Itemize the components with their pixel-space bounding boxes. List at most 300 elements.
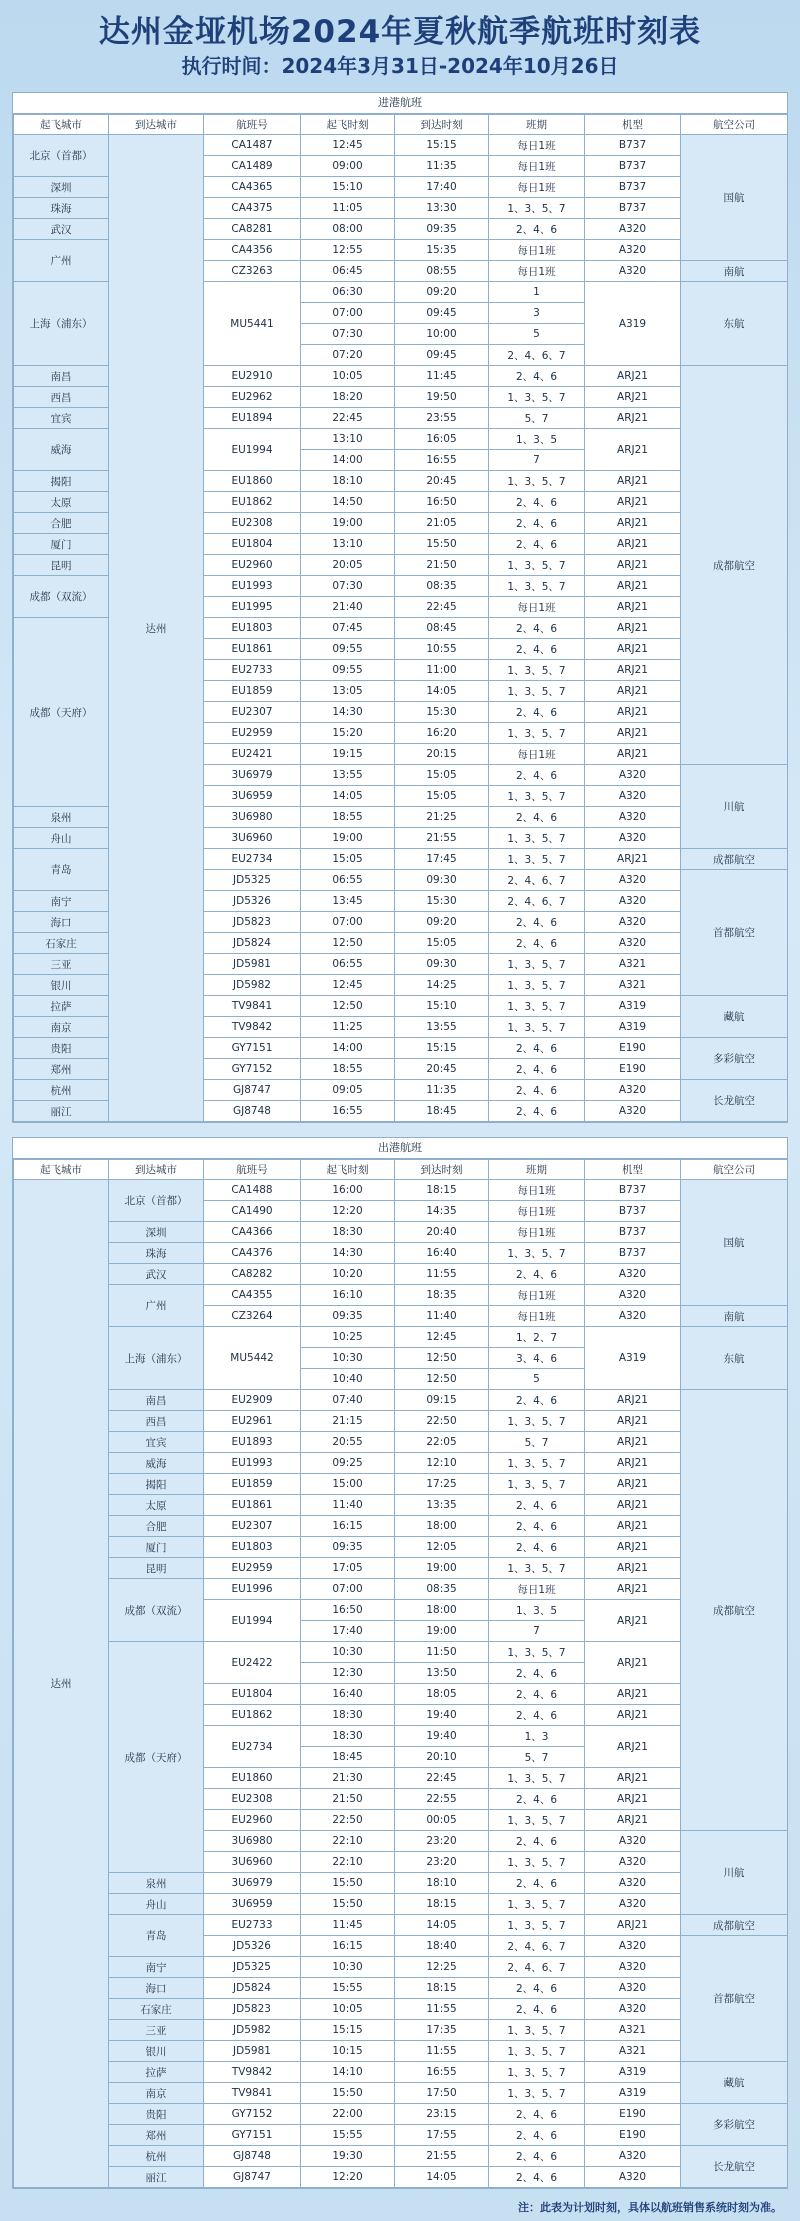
cell-days: 1、3、5、7 <box>489 471 585 492</box>
cell-arr: 15:05 <box>395 933 489 954</box>
cell-days: 每日1班 <box>489 177 585 198</box>
cell-to: 宜宾 <box>109 1432 204 1453</box>
cell-to: 北京（首都） <box>109 1180 204 1222</box>
cell-arr: 16:50 <box>395 492 489 513</box>
cell-dep: 08:00 <box>301 219 395 240</box>
cell-days: 每日1班 <box>489 1201 585 1222</box>
cell-dep: 20:05 <box>301 555 395 576</box>
cell-dep: 10:30 <box>301 1642 395 1663</box>
cell-ac: A320 <box>585 1306 681 1327</box>
cell-dep: 16:10 <box>301 1285 395 1306</box>
cell-fno: CA8281 <box>204 219 301 240</box>
cell-days: 2、4、6 <box>489 933 585 954</box>
cell-ac: ARJ21 <box>585 1600 681 1642</box>
cell-to: 成都（天府） <box>109 1642 204 1873</box>
cell-arr: 12:45 <box>395 1327 489 1348</box>
cell-al: 多彩航空 <box>681 2104 788 2146</box>
cell-fno: 3U6960 <box>204 828 301 849</box>
header-arrival: 到达时刻 <box>395 1160 489 1180</box>
cell-days: 1、3、5、7 <box>489 1852 585 1873</box>
cell-fno: EU1803 <box>204 1537 301 1558</box>
table-row <box>14 2104 788 2125</box>
cell-from: 揭阳 <box>14 471 109 492</box>
cell-days: 5 <box>489 324 585 345</box>
cell-ac: E190 <box>585 2104 681 2125</box>
cell-days: 每日1班 <box>489 1180 585 1201</box>
cell-days: 1、3、5、7 <box>489 1915 585 1936</box>
cell-arr: 21:25 <box>395 807 489 828</box>
cell-dep: 07:00 <box>301 912 395 933</box>
cell-fno: MU5442 <box>204 1327 301 1390</box>
cell-dep: 16:50 <box>301 1600 395 1621</box>
cell-dep: 17:05 <box>301 1558 395 1579</box>
cell-to: 威海 <box>109 1453 204 1474</box>
cell-ac: ARJ21 <box>585 1726 681 1768</box>
cell-days: 每日1班 <box>489 597 585 618</box>
table-row <box>14 1474 788 1495</box>
cell-days: 2、4、6 <box>489 1038 585 1059</box>
cell-fno: GJ8748 <box>204 1101 301 1122</box>
cell-arr: 19:40 <box>395 1726 489 1747</box>
cell-dep: 12:20 <box>301 2167 395 2188</box>
cell-ac: B737 <box>585 1180 681 1201</box>
cell-arr: 11:40 <box>395 1306 489 1327</box>
cell-dep: 19:30 <box>301 2146 395 2167</box>
cell-ac: B737 <box>585 135 681 156</box>
header-flight-no: 航班号 <box>204 1160 301 1180</box>
cell-dep: 13:05 <box>301 681 395 702</box>
cell-days: 每日1班 <box>489 1222 585 1243</box>
cell-days: 2、4、6 <box>489 1495 585 1516</box>
cell-days: 2、4、6 <box>489 1684 585 1705</box>
cell-fno: 3U6980 <box>204 807 301 828</box>
cell-al: 藏航 <box>681 996 788 1038</box>
cell-arr: 20:45 <box>395 471 489 492</box>
cell-dep: 20:55 <box>301 1432 395 1453</box>
cell-dep: 12:50 <box>301 933 395 954</box>
cell-days: 2、4、6 <box>489 2167 585 2188</box>
cell-days: 2、4、6 <box>489 1789 585 1810</box>
cell-to: 贵阳 <box>109 2104 204 2125</box>
cell-al: 川航 <box>681 765 788 849</box>
cell-fno: GJ8748 <box>204 2146 301 2167</box>
cell-fno: EU2962 <box>204 387 301 408</box>
cell-days: 1、3、5、7 <box>489 2083 585 2104</box>
cell-fno: EU2421 <box>204 744 301 765</box>
cell-fno: JD5981 <box>204 954 301 975</box>
cell-ac: ARJ21 <box>585 1432 681 1453</box>
cell-ac: ARJ21 <box>585 1789 681 1810</box>
cell-from: 达州 <box>14 1180 109 2188</box>
cell-days: 2、4、6 <box>489 1080 585 1101</box>
cell-ac: A320 <box>585 828 681 849</box>
cell-al: 成都航空 <box>681 1390 788 1831</box>
cell-dep: 15:55 <box>301 1978 395 1999</box>
cell-ac: ARJ21 <box>585 555 681 576</box>
cell-fno: 3U6959 <box>204 1894 301 1915</box>
cell-to: 三亚 <box>109 2020 204 2041</box>
cell-fno: 3U6979 <box>204 1873 301 1894</box>
cell-fno: EU2733 <box>204 660 301 681</box>
cell-arr: 18:10 <box>395 1873 489 1894</box>
cell-days: 2、4、6、7 <box>489 1957 585 1978</box>
cell-dep: 09:05 <box>301 1080 395 1101</box>
cell-fno: EU1860 <box>204 471 301 492</box>
cell-from: 上海（浦东） <box>14 282 109 366</box>
cell-ac: ARJ21 <box>585 639 681 660</box>
cell-fno: EU1859 <box>204 681 301 702</box>
cell-dep: 15:50 <box>301 2083 395 2104</box>
cell-from: 三亚 <box>14 954 109 975</box>
cell-ac: A320 <box>585 2167 681 2188</box>
cell-days: 2、4、6 <box>489 618 585 639</box>
cell-days: 1、3、5、7 <box>489 1411 585 1432</box>
cell-days: 2、4、6 <box>489 1705 585 1726</box>
cell-fno: CA4355 <box>204 1285 301 1306</box>
cell-from: 厦门 <box>14 534 109 555</box>
cell-days: 每日1班 <box>489 1306 585 1327</box>
cell-dep: 15:10 <box>301 177 395 198</box>
cell-arr: 16:55 <box>395 450 489 471</box>
cell-dep: 21:50 <box>301 1789 395 1810</box>
cell-ac: ARJ21 <box>585 408 681 429</box>
cell-fno: 3U6980 <box>204 1831 301 1852</box>
table-row <box>14 135 788 156</box>
cell-days: 2、4、6 <box>489 765 585 786</box>
table-row <box>14 2083 788 2104</box>
cell-arr: 09:30 <box>395 870 489 891</box>
cell-dep: 12:45 <box>301 135 395 156</box>
cell-days: 2、4、6 <box>489 2104 585 2125</box>
cell-fno: EU1996 <box>204 1579 301 1600</box>
cell-ac: A319 <box>585 1017 681 1038</box>
cell-arr: 09:35 <box>395 219 489 240</box>
cell-fno: JD5326 <box>204 1936 301 1957</box>
cell-days: 2、4、6、7 <box>489 345 585 366</box>
cell-to: 上海（浦东） <box>109 1327 204 1390</box>
cell-ac: A321 <box>585 954 681 975</box>
cell-ac: ARJ21 <box>585 1705 681 1726</box>
cell-ac: ARJ21 <box>585 576 681 597</box>
cell-fno: EU1993 <box>204 1453 301 1474</box>
table-row <box>14 1579 788 1600</box>
cell-to: 珠海 <box>109 1243 204 1264</box>
cell-ac: A321 <box>585 975 681 996</box>
table-row <box>14 2167 788 2188</box>
cell-ac: ARJ21 <box>585 1684 681 1705</box>
cell-to: 杭州 <box>109 2146 204 2167</box>
cell-dep: 19:00 <box>301 513 395 534</box>
cell-fno: EU1860 <box>204 1768 301 1789</box>
cell-days: 7 <box>489 1621 585 1642</box>
cell-fno: 3U6979 <box>204 765 301 786</box>
cell-dep: 10:25 <box>301 1327 395 1348</box>
cell-ac: B737 <box>585 1201 681 1222</box>
cell-dep: 18:55 <box>301 1059 395 1080</box>
cell-fno: CA4366 <box>204 1222 301 1243</box>
cell-fno: TV9841 <box>204 996 301 1017</box>
cell-from: 成都（天府） <box>14 618 109 807</box>
cell-arr: 23:20 <box>395 1831 489 1852</box>
cell-dep: 07:00 <box>301 1579 395 1600</box>
cell-from: 威海 <box>14 429 109 471</box>
cell-al: 川航 <box>681 1831 788 1915</box>
cell-days: 1、3、5、7 <box>489 2062 585 2083</box>
cell-arr: 09:15 <box>395 1390 489 1411</box>
cell-arr: 16:55 <box>395 2062 489 2083</box>
cell-days: 1、3、5、7 <box>489 1017 585 1038</box>
cell-dep: 13:45 <box>301 891 395 912</box>
cell-days: 1、3、5、7 <box>489 555 585 576</box>
cell-fno: EU1803 <box>204 618 301 639</box>
cell-arr: 15:30 <box>395 891 489 912</box>
cell-dep: 19:15 <box>301 744 395 765</box>
cell-fno: TV9842 <box>204 2062 301 2083</box>
cell-from: 拉萨 <box>14 996 109 1017</box>
cell-from: 西昌 <box>14 387 109 408</box>
cell-days: 1、2、7 <box>489 1327 585 1348</box>
cell-dep: 18:10 <box>301 471 395 492</box>
cell-dep: 07:40 <box>301 1390 395 1411</box>
table-row <box>14 1642 788 1663</box>
cell-ac: ARJ21 <box>585 513 681 534</box>
cell-arr: 10:55 <box>395 639 489 660</box>
cell-fno: JD5325 <box>204 870 301 891</box>
cell-arr: 21:50 <box>395 555 489 576</box>
table-row <box>14 1327 788 1348</box>
cell-dep: 21:15 <box>301 1411 395 1432</box>
cell-days: 2、4、6 <box>489 492 585 513</box>
cell-fno: EU2959 <box>204 1558 301 1579</box>
table-row <box>14 1180 788 1201</box>
cell-from: 广州 <box>14 240 109 282</box>
departures-body <box>14 1180 788 2188</box>
cell-fno: TV9841 <box>204 2083 301 2104</box>
cell-days: 1、3、5、7 <box>489 681 585 702</box>
cell-ac: ARJ21 <box>585 492 681 513</box>
cell-arr: 18:15 <box>395 1978 489 1999</box>
cell-dep: 09:00 <box>301 156 395 177</box>
cell-arr: 23:15 <box>395 2104 489 2125</box>
table-row <box>14 1495 788 1516</box>
cell-days: 5、7 <box>489 1432 585 1453</box>
cell-ac: B737 <box>585 177 681 198</box>
cell-ac: B737 <box>585 1222 681 1243</box>
table-row <box>14 1432 788 1453</box>
cell-arr: 15:35 <box>395 240 489 261</box>
cell-days: 2、4、6 <box>489 807 585 828</box>
cell-arr: 15:05 <box>395 786 489 807</box>
cell-days: 1、3、5、7 <box>489 1474 585 1495</box>
cell-dep: 15:00 <box>301 1474 395 1495</box>
cell-arr: 22:05 <box>395 1432 489 1453</box>
cell-dep: 21:30 <box>301 1768 395 1789</box>
cell-fno: JD5326 <box>204 891 301 912</box>
cell-ac: A320 <box>585 1101 681 1122</box>
cell-arr: 14:05 <box>395 1915 489 1936</box>
cell-dep: 22:45 <box>301 408 395 429</box>
cell-ac: A320 <box>585 1894 681 1915</box>
cell-al: 国航 <box>681 135 788 261</box>
cell-days: 1、3、5、7 <box>489 1558 585 1579</box>
cell-arr: 11:55 <box>395 1999 489 2020</box>
cell-ac: A320 <box>585 1999 681 2020</box>
cell-arr: 16:40 <box>395 1243 489 1264</box>
cell-dep: 16:55 <box>301 1101 395 1122</box>
cell-dep: 12:20 <box>301 1201 395 1222</box>
cell-dep: 10:05 <box>301 366 395 387</box>
cell-fno: EU2734 <box>204 849 301 870</box>
cell-arr: 20:10 <box>395 1747 489 1768</box>
cell-al: 南航 <box>681 1306 788 1327</box>
cell-arr: 11:35 <box>395 156 489 177</box>
cell-dep: 10:20 <box>301 1264 395 1285</box>
cell-arr: 20:15 <box>395 744 489 765</box>
cell-fno: EU2961 <box>204 1411 301 1432</box>
cell-days: 2、4、6、7 <box>489 891 585 912</box>
table-row <box>14 1873 788 1894</box>
cell-dep: 14:00 <box>301 1038 395 1059</box>
cell-days: 5 <box>489 1369 585 1390</box>
header-aircraft: 机型 <box>585 115 681 135</box>
cell-from: 舟山 <box>14 828 109 849</box>
cell-to: 厦门 <box>109 1537 204 1558</box>
cell-arr: 13:50 <box>395 1663 489 1684</box>
cell-arr: 22:50 <box>395 1411 489 1432</box>
table-row <box>14 1894 788 1915</box>
cell-arr: 18:00 <box>395 1516 489 1537</box>
cell-dep: 14:10 <box>301 2062 395 2083</box>
cell-arr: 08:35 <box>395 1579 489 1600</box>
cell-to: 西昌 <box>109 1411 204 1432</box>
cell-ac: A319 <box>585 2062 681 2083</box>
cell-to: 揭阳 <box>109 1474 204 1495</box>
cell-days: 1、3、5、7 <box>489 1810 585 1831</box>
table-row <box>14 2146 788 2167</box>
cell-fno: CA1488 <box>204 1180 301 1201</box>
header-to: 到达城市 <box>109 1160 204 1180</box>
cell-to: 合肥 <box>109 1516 204 1537</box>
cell-fno: JD5824 <box>204 933 301 954</box>
cell-fno: CA1489 <box>204 156 301 177</box>
cell-days: 2、4、6 <box>489 1059 585 1080</box>
cell-ac: ARJ21 <box>585 1453 681 1474</box>
cell-days: 1、3、5、7 <box>489 786 585 807</box>
cell-dep: 15:05 <box>301 849 395 870</box>
cell-days: 1、3、5、7 <box>489 2041 585 2062</box>
cell-dep: 11:45 <box>301 1915 395 1936</box>
cell-days: 2、4、6 <box>489 1516 585 1537</box>
cell-arr: 11:50 <box>395 1642 489 1663</box>
cell-fno: GY7151 <box>204 2125 301 2146</box>
arrivals-body <box>14 135 788 1122</box>
cell-dep: 18:45 <box>301 1747 395 1768</box>
cell-dep: 09:25 <box>301 1453 395 1474</box>
cell-ac: ARJ21 <box>585 1768 681 1789</box>
cell-arr: 21:55 <box>395 2146 489 2167</box>
cell-dep: 11:25 <box>301 1017 395 1038</box>
cell-days: 5、7 <box>489 1747 585 1768</box>
cell-days: 每日1班 <box>489 1579 585 1600</box>
cell-fno: EU1894 <box>204 408 301 429</box>
cell-ac: A320 <box>585 1936 681 1957</box>
cell-arr: 14:05 <box>395 681 489 702</box>
cell-days: 2、4、6 <box>489 702 585 723</box>
cell-ac: A320 <box>585 2146 681 2167</box>
cell-fno: EU1993 <box>204 576 301 597</box>
table-row <box>14 1243 788 1264</box>
cell-days: 2、4、6 <box>489 1663 585 1684</box>
cell-fno: EU2959 <box>204 723 301 744</box>
cell-ac: ARJ21 <box>585 366 681 387</box>
cell-ac: A320 <box>585 807 681 828</box>
cell-al: 成都航空 <box>681 849 788 870</box>
cell-ac: ARJ21 <box>585 1390 681 1411</box>
cell-dep: 10:15 <box>301 2041 395 2062</box>
cell-ac: A320 <box>585 912 681 933</box>
cell-arr: 13:30 <box>395 198 489 219</box>
cell-to: 武汉 <box>109 1264 204 1285</box>
cell-al: 藏航 <box>681 2062 788 2104</box>
cell-arr: 11:55 <box>395 1264 489 1285</box>
cell-ac: B737 <box>585 1243 681 1264</box>
cell-fno: GJ8747 <box>204 1080 301 1101</box>
cell-from: 杭州 <box>14 1080 109 1101</box>
cell-dep: 11:05 <box>301 198 395 219</box>
cell-fno: GY7152 <box>204 1059 301 1080</box>
cell-fno: JD5823 <box>204 912 301 933</box>
cell-dep: 09:35 <box>301 1537 395 1558</box>
cell-arr: 22:45 <box>395 597 489 618</box>
cell-dep: 07:20 <box>301 345 395 366</box>
cell-days: 2、4、6 <box>489 513 585 534</box>
cell-to: 银川 <box>109 2041 204 2062</box>
table-row <box>14 2125 788 2146</box>
cell-ac: ARJ21 <box>585 849 681 870</box>
cell-arr: 20:45 <box>395 1059 489 1080</box>
cell-fno: EU1861 <box>204 1495 301 1516</box>
cell-arr: 17:55 <box>395 2125 489 2146</box>
cell-to: 拉萨 <box>109 2062 204 2083</box>
cell-ac: A319 <box>585 2083 681 2104</box>
cell-ac: ARJ21 <box>585 744 681 765</box>
cell-arr: 16:05 <box>395 429 489 450</box>
cell-fno: EU2308 <box>204 1789 301 1810</box>
cell-arr: 12:50 <box>395 1369 489 1390</box>
cell-ac: A320 <box>585 240 681 261</box>
cell-fno: CA4365 <box>204 177 301 198</box>
cell-dep: 14:00 <box>301 450 395 471</box>
cell-ac: ARJ21 <box>585 702 681 723</box>
cell-days: 2、4、6、7 <box>489 1936 585 1957</box>
cell-arr: 09:30 <box>395 954 489 975</box>
cell-ac: A320 <box>585 1831 681 1852</box>
cell-days: 2、4、6 <box>489 912 585 933</box>
cell-dep: 11:40 <box>301 1495 395 1516</box>
cell-dep: 07:30 <box>301 324 395 345</box>
cell-to: 郑州 <box>109 2125 204 2146</box>
cell-fno: CZ3263 <box>204 261 301 282</box>
cell-days: 1、3、5、7 <box>489 198 585 219</box>
cell-ac: A321 <box>585 2020 681 2041</box>
table-row <box>14 1285 788 1306</box>
section-title: 进港航班 <box>13 93 787 114</box>
cell-fno: JD5982 <box>204 975 301 996</box>
cell-to: 石家庄 <box>109 1999 204 2020</box>
cell-ac: ARJ21 <box>585 1579 681 1600</box>
cell-to: 深圳 <box>109 1222 204 1243</box>
cell-ac: A320 <box>585 891 681 912</box>
